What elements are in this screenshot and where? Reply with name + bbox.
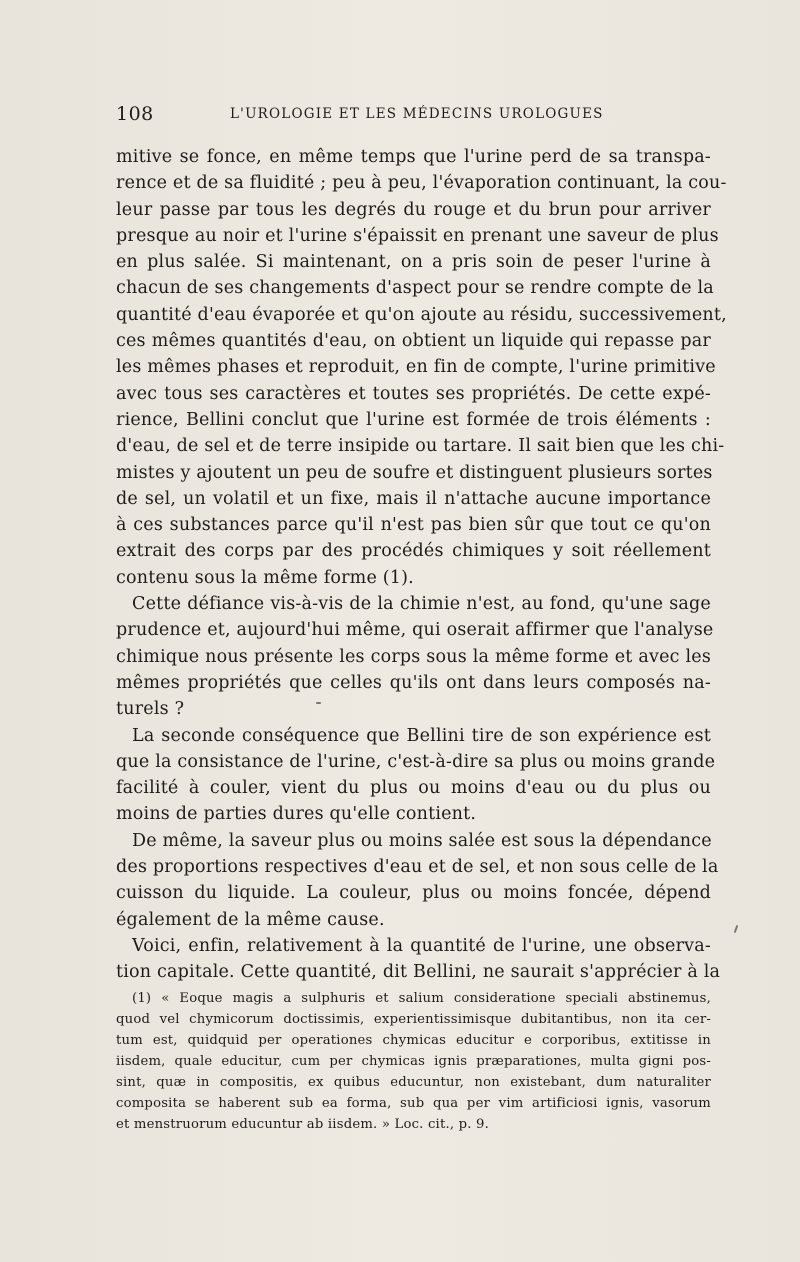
text-line: presque au noir et l'urine s'épaissit en prenant une saveur de plus	[116, 225, 719, 246]
text-line: en plus salée. Si maintenant, on a pris soin de peser l'urine à	[116, 252, 711, 273]
text-line: chimique nous présente les corps sous la même forme et avec les	[116, 646, 711, 667]
text-line: facilité à couler, vient du plus ou moins d'eau ou du plus ou	[116, 778, 711, 799]
text-line: que la consistance de l'urine, c'est-à-dire sa plus ou moins grande	[116, 751, 716, 772]
footnote-line: et menstruorum educuntur ab iisdem. » Loc. cit., p. 9.	[116, 1117, 490, 1132]
text-line: moins de parties dures qu'elle contient.	[116, 804, 477, 825]
text-line: turels ?	[116, 699, 185, 720]
text-line: les mêmes phases et reproduit, en fin de compte, l'urine primitive	[116, 357, 716, 378]
text-line: prudence et, aujourd'hui même, qui oserait affirmer que l'analyse	[116, 620, 714, 641]
text-line: De même, la saveur plus ou moins salée est sous la dépendance	[132, 830, 712, 851]
text-line: ces mêmes quantités d'eau, on obtient un liquide qui repasse par	[116, 331, 711, 352]
body-text	[116, 144, 727, 986]
text-line: cuisson du liquide. La couleur, plus ou moins foncée, dépend	[116, 883, 711, 904]
text-line: tion capitale. Cette quantité, dit Bellini, ne saurait s'apprécier à la	[116, 962, 721, 983]
text-line: Voici, enfin, relativement à la quantité de l'urine, une observa-	[132, 935, 711, 956]
footnote	[116, 988, 711, 1135]
footnote-line: composita se haberent sub ea forma, sub qua per vim artificiosi ignis, vasorum	[116, 1096, 711, 1111]
text-line: extrait des corps par des procédés chimiques y soit réellement	[116, 541, 711, 562]
text-line: La seconde conséquence que Bellini tire de son expérience est	[132, 725, 711, 746]
text-line: mêmes propriétés que celles qu'ils ont dans leurs composés na-	[116, 672, 711, 693]
text-line-italic-terms: d'eau, de sel et de terre insipide ou tartare. Il sait bien que les chi-	[116, 436, 725, 457]
footnote-line: quod vel chymicorum doctissimis, experientissimisque dubitantibus, non ita cer-	[116, 1012, 711, 1027]
page-header	[116, 103, 711, 129]
text-line: contenu sous la même forme (1).	[116, 567, 414, 588]
text-line: également de la même cause.	[116, 909, 385, 930]
text-line: de sel, un volatil et un fixe, mais il n'attache aucune importance	[116, 488, 711, 509]
text-line: mistes y ajoutent un peu de soufre et distinguent plusieurs sortes	[116, 462, 713, 483]
footnote-line: tum est, quidquid per operationes chymicas educitur e corporibus, extitisse in	[116, 1033, 711, 1048]
text-line: avec tous ses caractères et toutes ses propriétés. De cette expé-	[116, 383, 711, 404]
text-line: Cette défiance vis-à-vis de la chimie n'est, au fond, qu'une sage	[132, 594, 711, 615]
text-line: rience, Bellini conclut que l'urine est formée de trois éléments :	[116, 409, 711, 430]
text-line: chacun de ses changements d'aspect pour se rendre compte de la	[116, 278, 714, 299]
footnote-line: (1) « Eoque magis a sulphuris et salium consideratione speciali abstinemus,	[132, 991, 711, 1006]
paper-speck	[734, 925, 739, 933]
text-line: à ces substances parce qu'il n'est pas bien sûr que tout ce qu'on	[116, 515, 711, 536]
page-number: 108	[116, 103, 154, 125]
running-title: L'UROLOGIE ET LES MÉDECINS UROLOGUES	[230, 106, 604, 122]
footnote-line: iisdem, quale educitur, cum per chymicas ignis præparationes, multa gigni pos-	[116, 1054, 711, 1069]
text-line: rence et de sa fluidité ; peu à peu, l'évaporation continuant, la cou-	[116, 173, 727, 194]
text-line: quantité d'eau évaporée et qu'on ajoute au résidu, successivement,	[116, 304, 727, 325]
text-line: des proportions respectives d'eau et de sel, et non sous celle de la	[116, 857, 719, 878]
paper-speck	[316, 702, 321, 704]
text-line: mitive se fonce, en même temps que l'urine perd de sa transpa-	[116, 147, 711, 167]
text-line: leur passe par tous les degrés du rouge et du brun pour arriver	[116, 199, 711, 220]
footnote-line: sint, quæ in compositis, ex quibus educuntur, non existebant, dum naturaliter	[116, 1075, 711, 1090]
